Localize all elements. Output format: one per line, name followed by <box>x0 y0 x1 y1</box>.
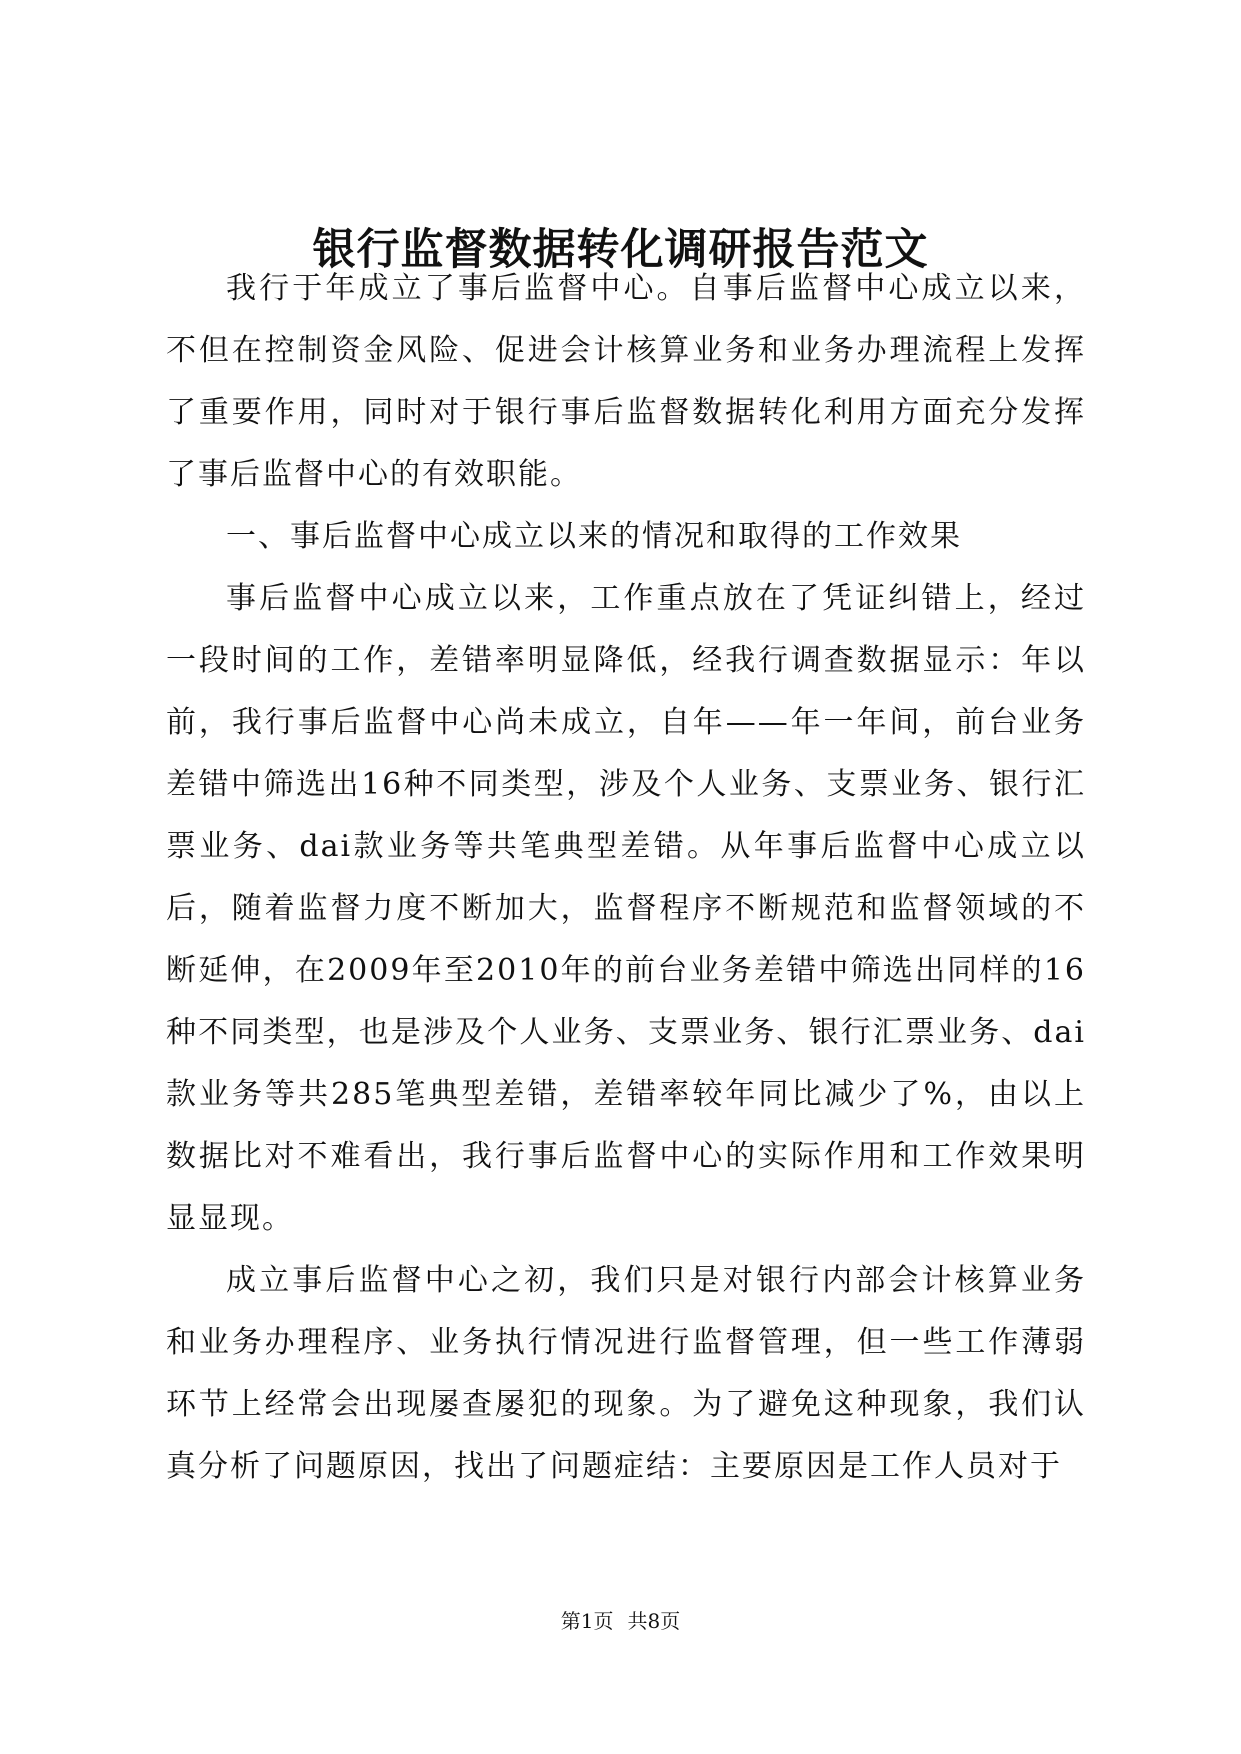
document-title: 银行监督数据转化调研报告范文 <box>312 225 929 275</box>
paragraph-results: 事后监督中心成立以来，工作重点放在了凭证纠错上，经过一段时间的工作，差错率明显降低，经我行调查数据显示：年以前，我行事后监督中心尚未成立，自年——年一年间，前台业务差错中筛选出16种不同类型，涉及个人业务、支票业务、银行汇票业务、dai款业务等共笔典型差错。从年事后监督中心成立以后，随着监督力度不断加大，监督程序不断规范和监督领域的不断延伸，在2009年至2010年的前台业务差错中筛选出同样的16种不同类型，也是涉及个人业务、支票业务、银行汇票业务、dai款业务等共285笔典型差错，差错率较年同比减少了%，由以上数据比对不难看出，我行事后监督中心的实际作用和工作效果明显显现。 <box>166 581 1086 1236</box>
paragraph-analysis: 成立事后监督中心之初，我们只是对银行内部会计核算业务和业务办理程序、业务执行情况进行监督管理，但一些工作薄弱环节上经常会出现屡查屡犯的现象。为了避免这种现象，我们认真分析了问题原因，找出了问题症结：主要原因是工作人员对于 <box>166 1263 1086 1484</box>
document-body <box>166 258 1086 1498</box>
paragraph-intro: 我行于年成立了事后监督中心。自事后监督中心成立以来，不但在控制资金风险、促进会计核算业务和业务办理流程上发挥了重要作用，同时对于银行事后监督数据转化利用方面充分发挥了事后监督中心的有效职能。 <box>166 271 1086 492</box>
page-footer <box>0 1607 1241 1635</box>
page-number: 第1页 <box>560 1609 614 1633</box>
page-total: 共8页 <box>627 1609 681 1633</box>
section-heading: 一、事后监督中心成立以来的情况和取得的工作效果 <box>226 519 962 554</box>
